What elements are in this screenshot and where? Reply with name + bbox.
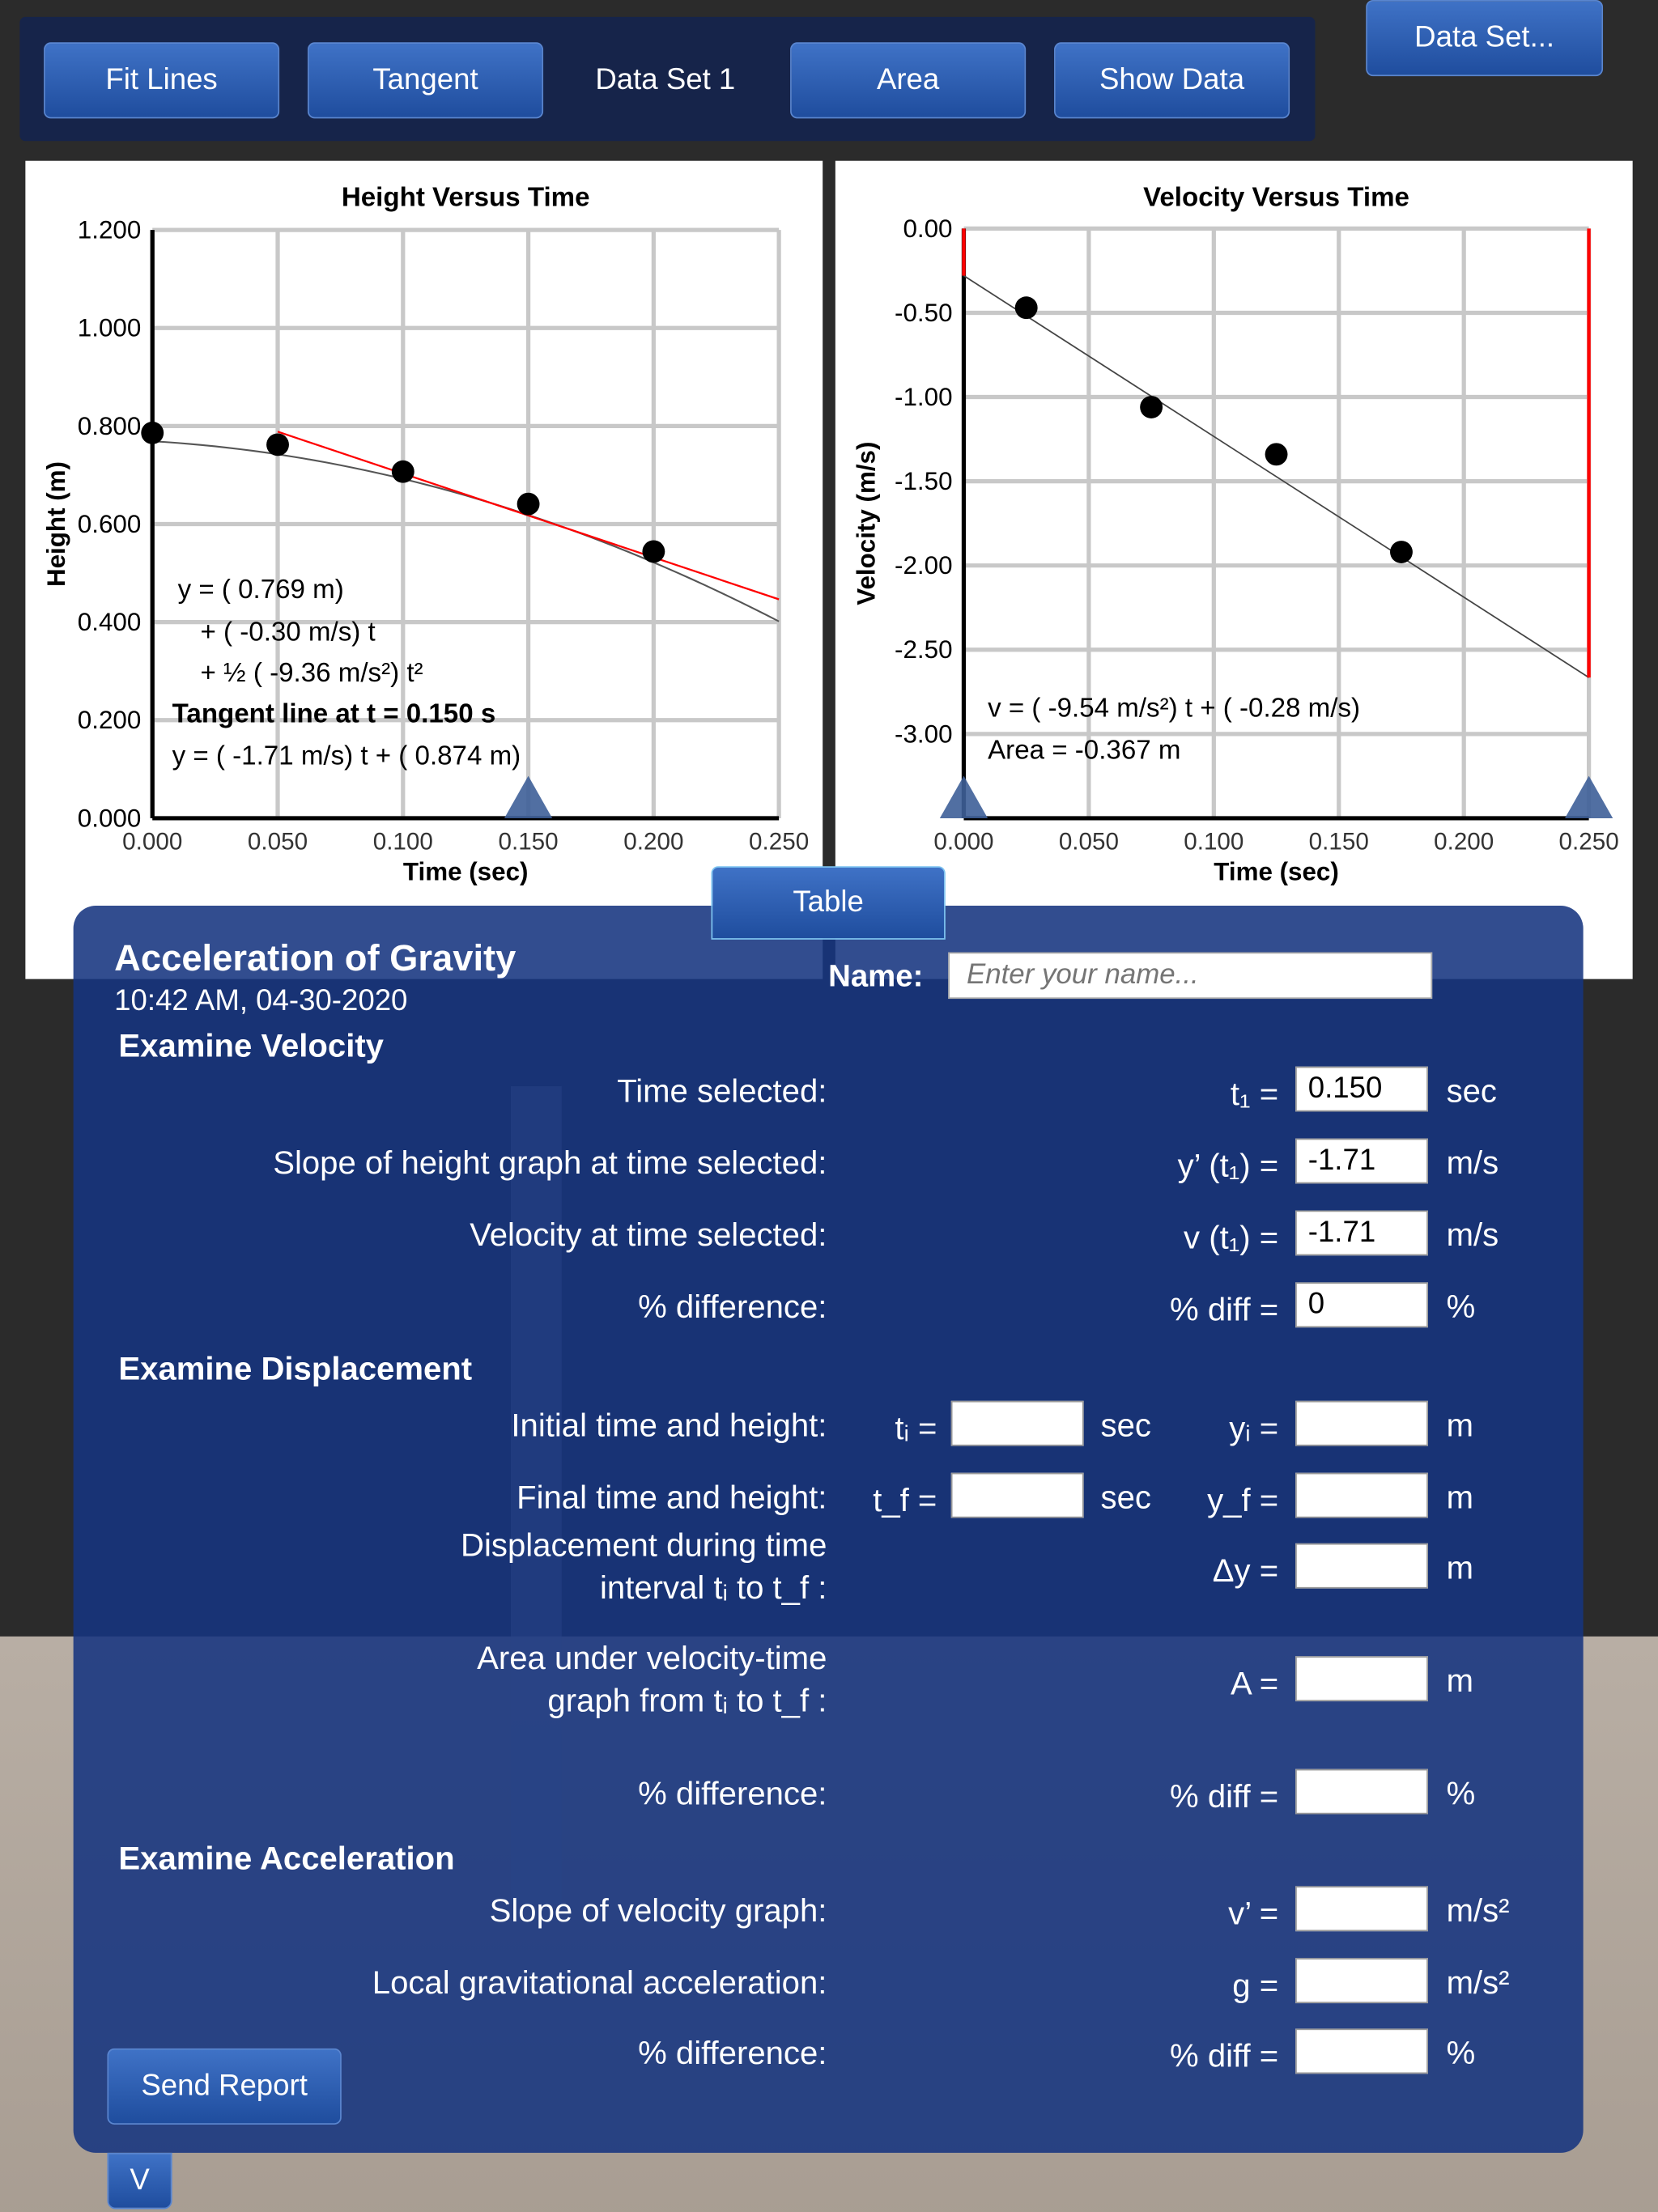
field-symbol: t₁ = bbox=[1230, 1075, 1279, 1112]
x-tick-label: 0.250 bbox=[1558, 828, 1619, 856]
field-label: % difference: bbox=[638, 1774, 827, 1812]
y-tick-label: 0.400 bbox=[77, 608, 142, 637]
fit-line bbox=[963, 276, 1588, 677]
y-tick-label: -1.00 bbox=[895, 382, 953, 411]
equation-text: + ½ ( -9.36 m/s²) t² bbox=[200, 657, 423, 688]
init-height-input[interactable] bbox=[1295, 1401, 1428, 1446]
section-heading: Examine Displacement bbox=[118, 1350, 473, 1387]
field-label: Initial time and height: bbox=[511, 1406, 827, 1444]
chart-title: Height Versus Time bbox=[341, 182, 590, 213]
unit-label: m bbox=[1446, 1548, 1473, 1586]
y-tick-label: 0.800 bbox=[77, 411, 142, 440]
report-timestamp: 10:42 AM, 04-30-2020 bbox=[114, 984, 408, 1017]
y-tick-label: -2.50 bbox=[895, 635, 953, 664]
data-point bbox=[1265, 443, 1288, 465]
x-axis-label: Time (sec) bbox=[402, 857, 529, 886]
x-tick-label: 0.200 bbox=[623, 828, 684, 856]
time-marker-handle[interactable] bbox=[504, 776, 552, 818]
expand-chevron-button[interactable]: V bbox=[107, 2153, 172, 2210]
data-point bbox=[1390, 541, 1413, 563]
unit-label: sec bbox=[1446, 1072, 1497, 1109]
unit-label: sec bbox=[1100, 1478, 1151, 1515]
unit-label: m bbox=[1446, 1478, 1473, 1515]
field-symbol: v’ = bbox=[1228, 1894, 1279, 1932]
velocity-chart[interactable] bbox=[835, 161, 1633, 979]
final-time-input[interactable] bbox=[951, 1473, 1084, 1518]
field-label: interval tᵢ to t_f : bbox=[600, 1569, 827, 1606]
data-set-button[interactable]: Data Set... bbox=[1366, 0, 1603, 76]
equation-text: y = ( -1.71 m/s) t + ( 0.874 m) bbox=[172, 741, 521, 771]
data-point bbox=[1015, 296, 1038, 319]
y-tick-label: -1.50 bbox=[895, 467, 953, 496]
unit-label: % bbox=[1446, 1288, 1476, 1325]
field-symbol: yᵢ = bbox=[1229, 1409, 1279, 1446]
field-symbol: tᵢ = bbox=[895, 1409, 937, 1446]
y-axis-label: Height (m) bbox=[42, 461, 71, 588]
velocity-chart-panel bbox=[835, 161, 1633, 979]
y-tick-label: 0.600 bbox=[77, 509, 142, 538]
data-point bbox=[517, 493, 540, 516]
y-tick-label: -3.00 bbox=[895, 720, 953, 749]
table-tab[interactable]: Table bbox=[711, 866, 945, 940]
y-tick-label: 0.000 bbox=[77, 804, 142, 833]
x-tick-label: 0.100 bbox=[1184, 828, 1244, 856]
x-axis-label: Time (sec) bbox=[1214, 857, 1339, 886]
report-panel bbox=[74, 906, 1584, 2153]
data-point bbox=[266, 433, 289, 456]
field-symbol: Δy = bbox=[1212, 1552, 1279, 1589]
x-tick-label: 0.050 bbox=[247, 828, 308, 856]
x-tick-label: 0.150 bbox=[498, 828, 559, 856]
time_sel-input[interactable] bbox=[1295, 1067, 1428, 1112]
show-data-button[interactable]: Show Data bbox=[1054, 42, 1290, 118]
unit-label: m/s² bbox=[1446, 1891, 1510, 1929]
area-input[interactable] bbox=[1295, 1656, 1428, 1701]
diff1-input[interactable] bbox=[1295, 1282, 1428, 1327]
field-label: Slope of height graph at time selected: bbox=[273, 1144, 827, 1181]
report-title: Acceleration of Gravity bbox=[114, 936, 517, 979]
field-label: % difference: bbox=[638, 2034, 827, 2071]
unit-label: m bbox=[1446, 1662, 1473, 1699]
field-symbol: t_f = bbox=[873, 1481, 937, 1518]
field-label: Area under velocity-time bbox=[477, 1639, 827, 1676]
equation-text: Tangent line at t = 0.150 s bbox=[172, 698, 496, 729]
tangent-button[interactable]: Tangent bbox=[308, 42, 543, 118]
field-label: Slope of velocity graph: bbox=[489, 1891, 827, 1929]
height-chart-panel bbox=[25, 161, 823, 979]
section-heading: Examine Acceleration bbox=[118, 1839, 455, 1877]
y-tick-label: -0.50 bbox=[895, 298, 953, 327]
area-button[interactable]: Area bbox=[790, 42, 1026, 118]
unit-label: m/s bbox=[1446, 1144, 1499, 1181]
field-label: % difference: bbox=[638, 1288, 827, 1325]
area-bound-handle[interactable] bbox=[940, 776, 988, 818]
unit-label: % bbox=[1446, 2034, 1476, 2071]
unit-label: m/s² bbox=[1446, 1964, 1510, 2001]
init-time-input[interactable] bbox=[951, 1401, 1084, 1446]
field-label: Time selected: bbox=[617, 1072, 827, 1109]
field-symbol: % diff = bbox=[1170, 2036, 1279, 2074]
field-symbol: y_f = bbox=[1207, 1481, 1279, 1518]
field-label: graph from tᵢ to t_f : bbox=[547, 1681, 827, 1718]
field-symbol: % diff = bbox=[1170, 1777, 1279, 1815]
name-label: Name: bbox=[828, 957, 924, 994]
data-point bbox=[642, 540, 665, 563]
x-tick-label: 0.200 bbox=[1434, 828, 1494, 856]
x-tick-label: 0.250 bbox=[749, 828, 810, 856]
y-tick-label: 1.200 bbox=[77, 215, 142, 244]
unit-label: % bbox=[1446, 1774, 1476, 1812]
slope_v-input[interactable] bbox=[1295, 1886, 1428, 1931]
data-point bbox=[141, 422, 164, 444]
data-point bbox=[392, 461, 414, 483]
diff3-input[interactable] bbox=[1295, 2028, 1428, 2074]
x-tick-label: 0.000 bbox=[933, 828, 994, 856]
field-symbol: y’ (t₁) = bbox=[1177, 1147, 1279, 1184]
slope_h-input[interactable] bbox=[1295, 1139, 1428, 1184]
field-label: Final time and height: bbox=[517, 1478, 827, 1515]
vel-input[interactable] bbox=[1295, 1210, 1428, 1255]
equation-text: + ( -0.30 m/s) t bbox=[200, 617, 376, 647]
field-symbol: A = bbox=[1231, 1664, 1279, 1702]
y-tick-label: 0.00 bbox=[903, 214, 953, 243]
toolbar bbox=[19, 17, 1315, 141]
dataset-label: Data Set 1 bbox=[595, 63, 736, 96]
field-symbol: v (t₁) = bbox=[1184, 1218, 1279, 1256]
unit-label: m/s bbox=[1446, 1216, 1499, 1253]
data-point bbox=[1140, 396, 1163, 418]
y-axis-label: Velocity (m/s) bbox=[852, 441, 881, 605]
x-tick-label: 0.100 bbox=[372, 828, 433, 856]
y-tick-label: 0.200 bbox=[77, 706, 142, 735]
area-bound-handle[interactable] bbox=[1565, 776, 1613, 818]
x-tick-label: 0.000 bbox=[122, 828, 183, 856]
x-tick-label: 0.150 bbox=[1308, 828, 1369, 856]
diff2-input[interactable] bbox=[1295, 1769, 1428, 1815]
unit-label: m bbox=[1446, 1406, 1473, 1444]
y-tick-label: -2.00 bbox=[895, 551, 953, 580]
field-label: Displacement during time bbox=[461, 1526, 827, 1564]
field-symbol: g = bbox=[1232, 1966, 1279, 2004]
g-input[interactable] bbox=[1295, 1958, 1428, 2003]
x-tick-label: 0.050 bbox=[1058, 828, 1119, 856]
field-symbol: % diff = bbox=[1170, 1290, 1279, 1328]
equation-text: v = ( -9.54 m/s²) t + ( -0.28 m/s) bbox=[988, 693, 1361, 724]
chart-title: Velocity Versus Time bbox=[1143, 182, 1409, 213]
area-text: Area = -0.367 m bbox=[988, 735, 1181, 766]
section-heading: Examine Velocity bbox=[118, 1026, 384, 1064]
y-tick-label: 1.000 bbox=[77, 313, 142, 342]
name-input[interactable] bbox=[948, 953, 1432, 1000]
final-height-input[interactable] bbox=[1295, 1473, 1428, 1518]
field-label: Velocity at time selected: bbox=[470, 1216, 827, 1253]
height-chart[interactable] bbox=[25, 161, 823, 979]
disp-input[interactable] bbox=[1295, 1543, 1428, 1589]
field-label: Local gravitational acceleration: bbox=[372, 1964, 827, 2001]
unit-label: sec bbox=[1100, 1406, 1151, 1444]
send-report-button[interactable]: Send Report bbox=[107, 2049, 341, 2125]
equation-text: y = ( 0.769 m) bbox=[177, 575, 344, 605]
fit-lines-button[interactable]: Fit Lines bbox=[44, 42, 279, 118]
